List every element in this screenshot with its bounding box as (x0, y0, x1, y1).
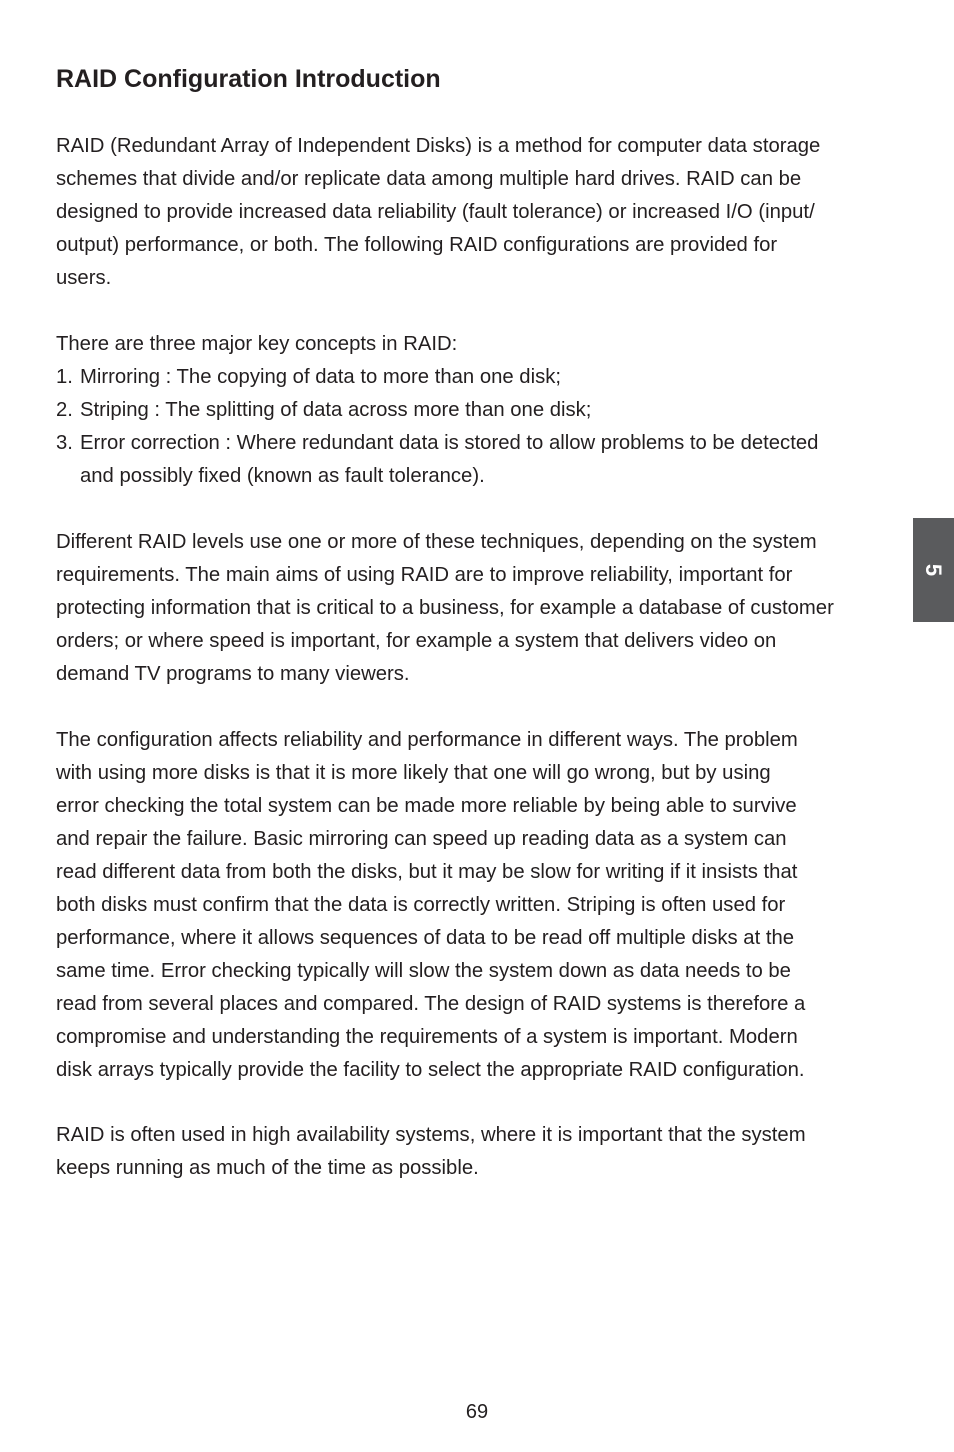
list-item-number: 1. (56, 366, 73, 388)
page-number: 69 (465, 1401, 489, 1423)
configuration-paragraph: The configuration affects reliability and performance in different ways. The problem with using more disks is that it is more likely that one will go wrong, but by using error checking the total system can be made more reliable by being able to survive and repair the failure. Basic mirroring can speed up reading data as a system can read different data from both the disks, but it may be slow for writing if it insists that both disks must confirm that the data is correctly written. Striping is often used for performance, where it allows sequences of data to be read off multiple disks at the same time. Error checking typically will slow the system down as data needs to be read from several places and compared. The design of RAID systems is therefore a compromise and understanding the requirements of a system is important. Modern disk arrays typically provide the facility to select the appropriate RAID configuration. (56, 729, 806, 1081)
concepts-section (56, 328, 906, 493)
list-item-text: Mirroring : The copying of data to more than one disk; (80, 366, 561, 388)
page-title: RAID Configuration Introduction (56, 65, 441, 93)
chapter-tab (913, 518, 954, 622)
list-item-number: 2. (56, 399, 73, 421)
high-availability-paragraph: RAID is often used in high availability systems, where it is important that the system keeps running as much of the time as possible. (56, 1124, 806, 1179)
chapter-tab-label: 5 (921, 563, 947, 577)
concepts-list (56, 361, 906, 493)
levels-paragraph: Different RAID levels use one or more of these techniques, depending on the system requirements. The main aims of using RAID are to improve reliability, important for protecting information that is critical to a business, for example a database of customer orders; or where speed is important, for example a system that delivers video on demand TV programs to many viewers. (56, 531, 834, 685)
page-content (56, 60, 906, 1179)
list-item (56, 427, 906, 493)
intro-paragraph: RAID (Redundant Array of Independent Disks) is a method for computer data storage schemes that divide and/or replicate data among multiple hard drives. RAID can be designed to provide increased data reliability (fault tolerance) or increased I/O (input/ output) performance, or both. The following RAID configurations are provided for users. (56, 135, 821, 289)
list-item-text: Error correction : Where redundant data is stored to allow problems to be detected and possibly fixed (known as fault tolerance). (80, 432, 819, 487)
concepts-intro: There are three major key concepts in RAID: (56, 333, 458, 355)
list-item (56, 361, 906, 394)
list-item-text: Striping : The splitting of data across more than one disk; (80, 399, 592, 421)
list-item-number: 3. (56, 432, 73, 454)
list-item (56, 394, 906, 427)
